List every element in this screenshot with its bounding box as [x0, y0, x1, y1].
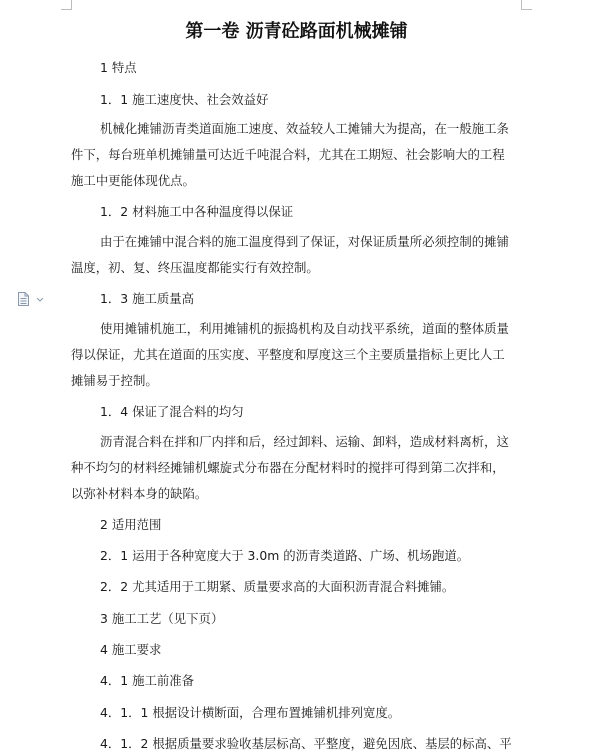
page-title: 第一卷 沥青砼路面机械摊铺: [185, 21, 408, 42]
heading-4-1-1: 4．1．1 根据设计横断面，合理布置摊铺机排列宽度。: [100, 705, 401, 720]
heading-2-1: 2．1 运用于各种宽度大于 3.0m 的沥青类道路、广场、机场跑道。: [100, 548, 470, 563]
paragraph-1-4-line-3: 以弥补材料本身的缺陷。: [71, 486, 208, 501]
paragraph-1-3-line-3: 摊铺易于控制。: [71, 373, 158, 388]
paragraph-1-3-line-2: 得以保证，尤其在道面的压实度、平整度和厚度这三个主要质量指标上更比人工: [71, 347, 505, 362]
heading-3: 3 施工工艺（见下页）: [100, 611, 224, 626]
heading-1-2: 1．2 材料施工中各种温度得以保证: [100, 204, 294, 219]
document-icon[interactable]: [17, 291, 47, 307]
paragraph-1-4-line-1: 沥青混合料在拌和厂内拌和后，经过卸料、运输、卸料，造成材料离析，这: [100, 434, 509, 449]
paragraph-1-4-line-2: 种不均匀的材料经摊铺机螺旋式分布器在分配材料时的搅拌可得到第二次拌和，: [71, 460, 505, 475]
heading-1-4: 1．4 保证了混合料的均匀: [100, 404, 244, 419]
paragraph-1-1-line-2: 件下，每台班单机摊铺量可达近千吨混合料，尤其在工期短、社会影响大的工程: [71, 147, 505, 162]
paragraph-1-3-line-1: 使用摊铺机施工，利用摊铺机的振捣机构及自动找平系统，道面的整体质量: [100, 321, 509, 336]
heading-1-3: 1．3 施工质量高: [100, 291, 195, 306]
heading-1-1: 1．1 施工速度快、社会效益好: [100, 92, 269, 107]
paragraph-1-2-line-2: 温度，初、复、终压温度都能实行有效控制。: [71, 260, 319, 275]
crop-mark-top-left-h: [61, 9, 71, 10]
paragraph-1-1-line-1: 机械化摊铺沥青类道面施工速度、效益较人工摊铺大为提高，在一般施工条: [100, 121, 509, 136]
crop-mark-top-left: [71, 0, 72, 10]
heading-4-1-2: 4．1．2 根据质量要求验收基层标高、平整度，避免因底、基层的标高、平: [100, 736, 512, 751]
heading-4-1: 4．1 施工前准备: [100, 673, 195, 688]
heading-1: 1 特点: [100, 60, 137, 75]
crop-mark-top-right-h: [522, 9, 532, 10]
heading-2-2: 2．2 尤其适用于工期紧、质量要求高的大面积沥青混合料摊铺。: [100, 579, 455, 594]
heading-2: 2 适用范围: [100, 517, 162, 532]
heading-4: 4 施工要求: [100, 642, 162, 657]
paragraph-1-1-line-3: 施工中更能体现优点。: [71, 173, 195, 188]
paragraph-1-2-line-1: 由于在摊铺中混合料的施工温度得到了保证，对保证质量所必须控制的摊铺: [100, 234, 509, 249]
